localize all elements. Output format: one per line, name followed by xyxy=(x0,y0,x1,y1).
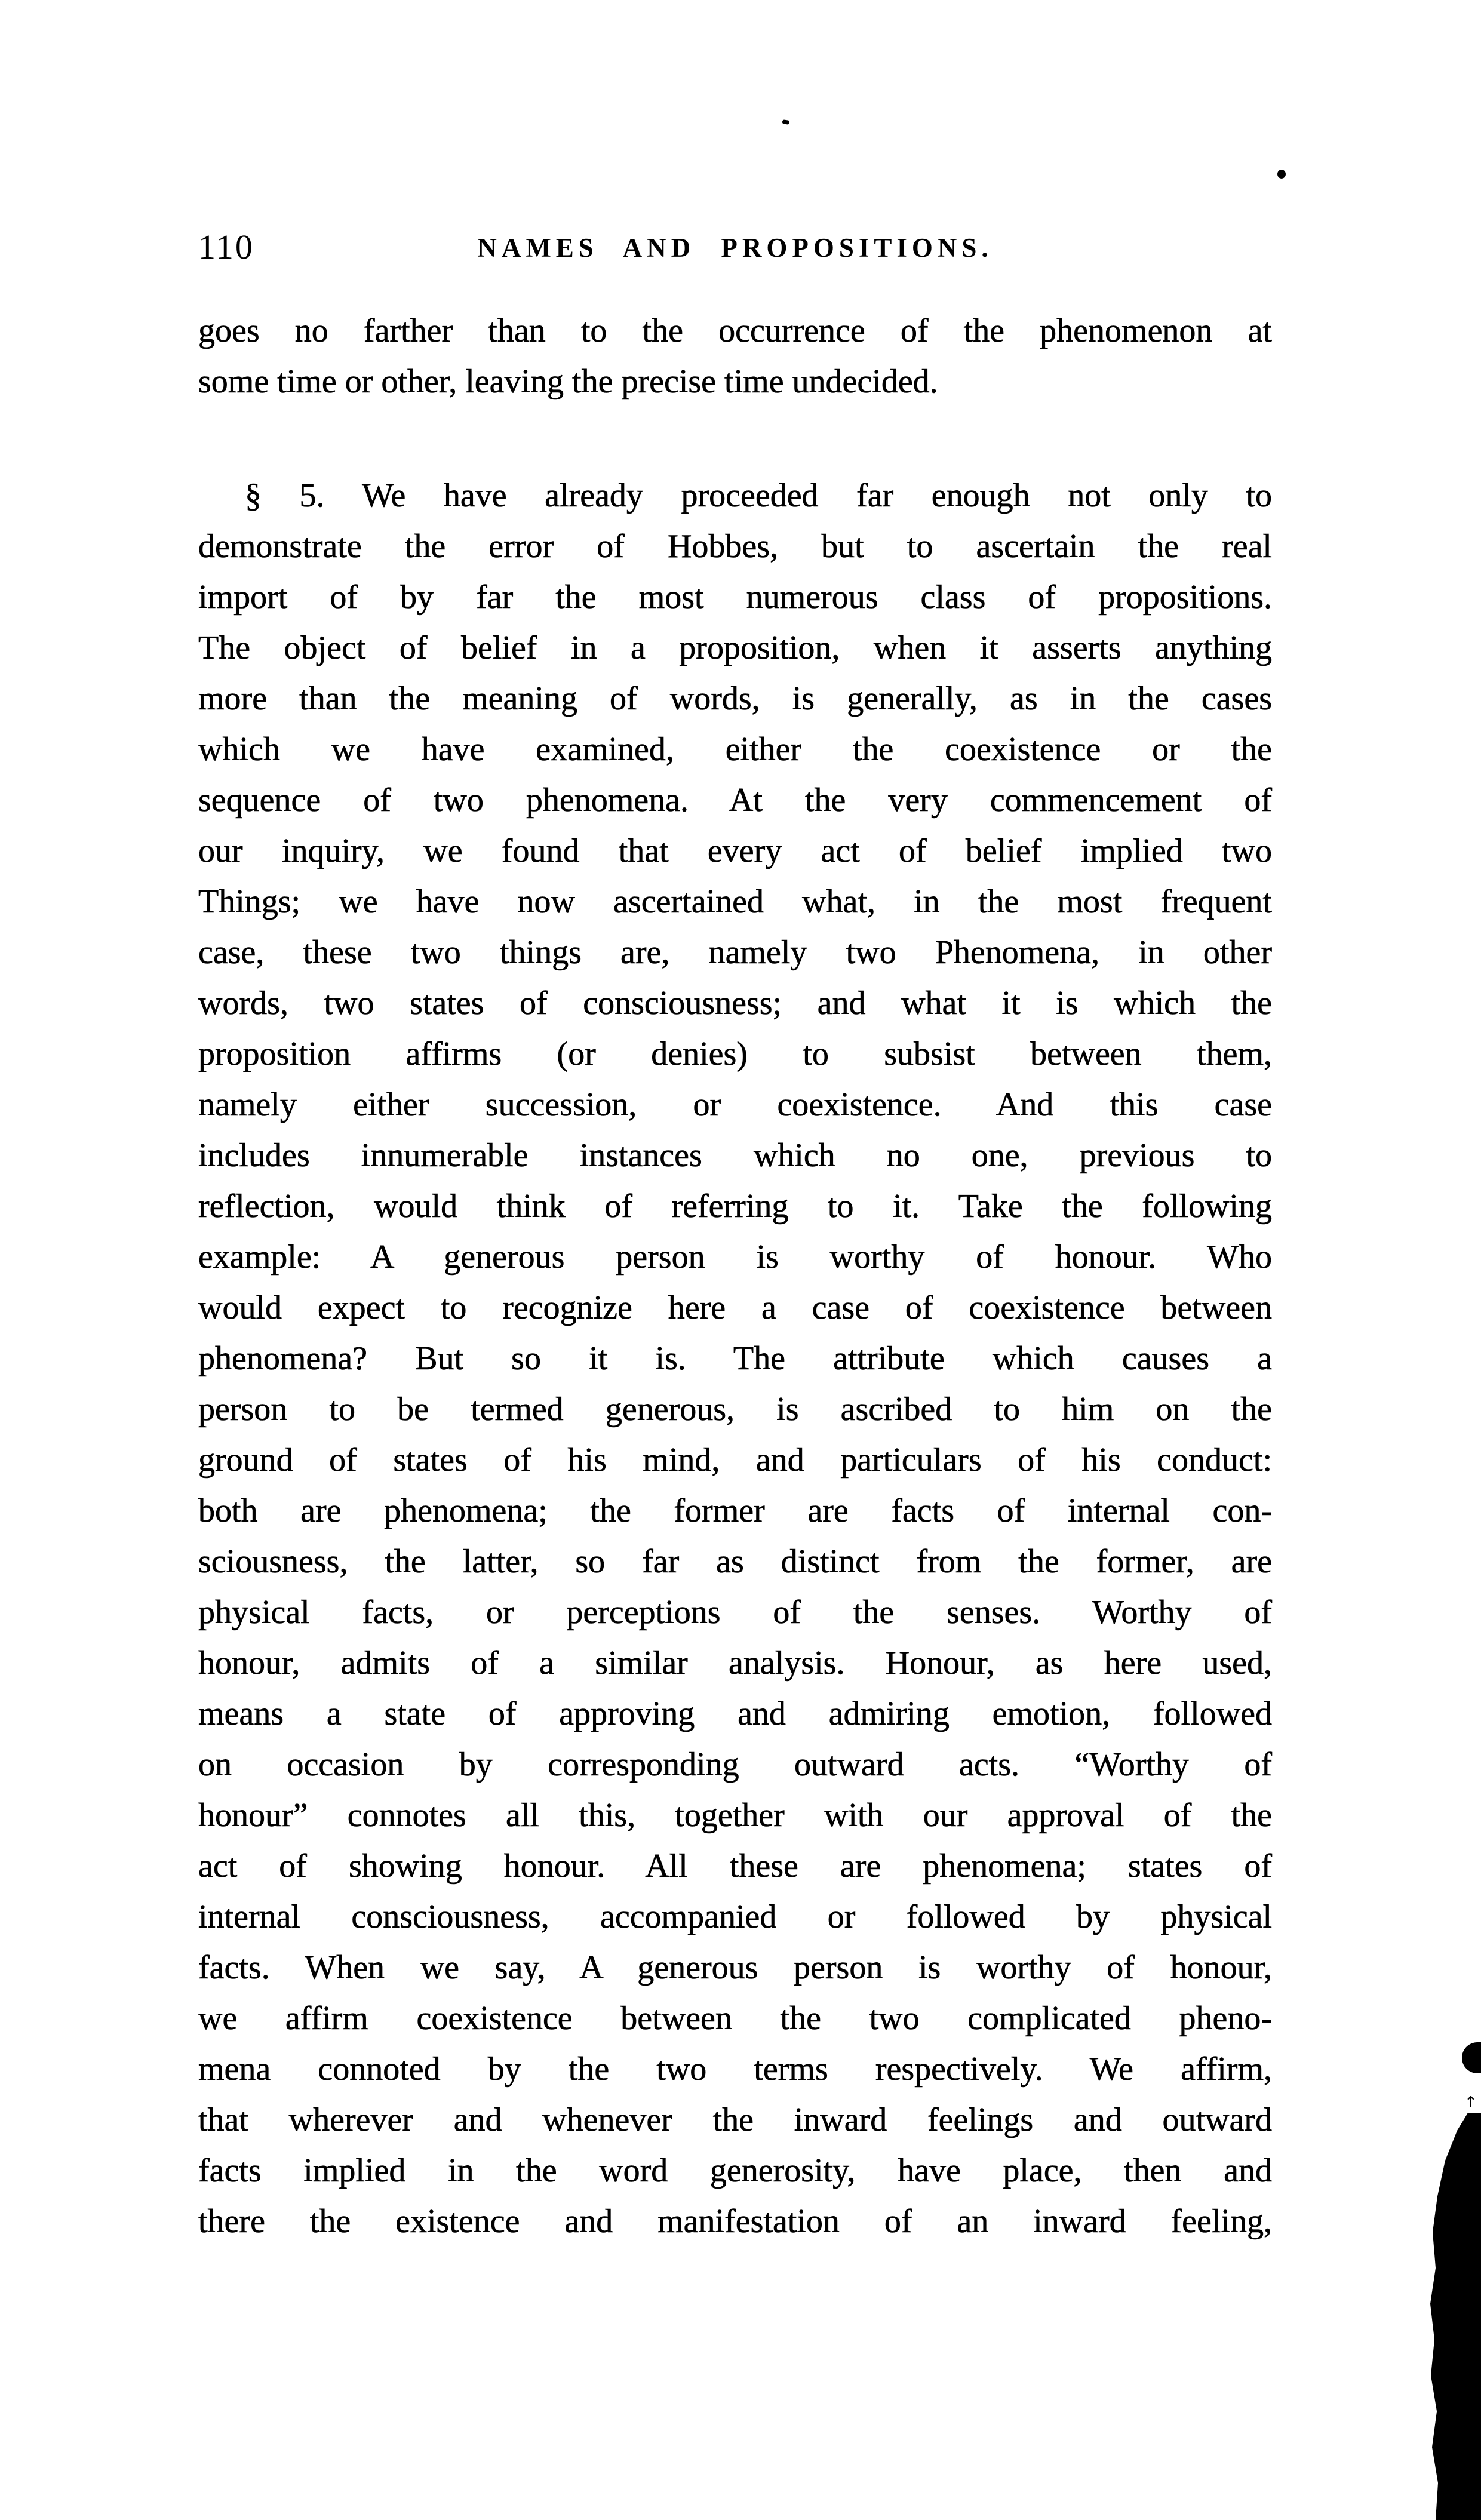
text-line: sequence of two phenomena. At the very commencement of xyxy=(198,782,1272,819)
paragraph-continuation xyxy=(198,306,1272,407)
text-line: both are phenomena; the former are facts of internal con- xyxy=(198,1492,1272,1529)
scan-speck-dash xyxy=(782,119,790,125)
text-line: on occasion by corresponding outward acts. “Worthy of xyxy=(198,1746,1272,1783)
text-line: physical facts, or perceptions of the senses. Worthy of xyxy=(198,1594,1272,1631)
scan-edge-blob-large xyxy=(1428,2113,1481,2520)
text-line: proposition affirms (or denies) to subsist between them, xyxy=(198,1035,1272,1072)
text-line: Things; we have now ascertained what, in the most frequent xyxy=(198,883,1272,920)
text-line: some time or other, leaving the precise time undecided. xyxy=(198,363,938,400)
text-line: ground of states of his mind, and particulars of his conduct: xyxy=(198,1442,1272,1479)
paragraph-section-5 xyxy=(198,471,1272,2247)
text-line: goes no farther than to the occurrence of the phenomenon at xyxy=(198,312,1272,349)
text-line: honour, admits of a similar analysis. Honour, as here used, xyxy=(198,1645,1272,1682)
text-line: person to be termed generous, is ascribed to him on the xyxy=(198,1391,1272,1428)
text-line: which we have examined, either the coexistence or the xyxy=(198,731,1272,768)
text-line: mena connoted by the two terms respectively. We affirm, xyxy=(198,2051,1272,2088)
running-title: NAMES AND PROPOSITIONS. xyxy=(477,233,993,263)
text-line: namely either succession, or coexistence. And this case xyxy=(198,1086,1272,1123)
text-line: more than the meaning of words, is generally, as in the cases xyxy=(198,680,1272,717)
text-line: case, these two things are, namely two Phenomena, in other xyxy=(198,934,1272,971)
text-line: demonstrate the error of Hobbes, but to ascertain the real xyxy=(198,528,1272,565)
text-line: sciousness, the latter, so far as distinct from the former, are xyxy=(198,1543,1272,1580)
text-line: The object of belief in a proposition, when it asserts anything xyxy=(198,629,1272,666)
text-line: reflection, would think of referring to it. Take the following xyxy=(198,1188,1272,1225)
text-line: would expect to recognize here a case of coexistence between xyxy=(198,1289,1272,1326)
text-line: § 5. We have already proceeded far enough not only to xyxy=(245,477,1272,514)
text-line: our inquiry, we found that every act of belief implied two xyxy=(198,832,1272,869)
text-line: honour” connotes all this, together with our approval of the xyxy=(198,1797,1272,1834)
text-line: phenomena? But so it is. The attribute which causes a xyxy=(198,1340,1272,1377)
page-header xyxy=(198,229,1272,272)
page-number: 110 xyxy=(198,228,254,266)
text-line: we affirm coexistence between the two complicated pheno- xyxy=(198,2000,1272,2037)
text-line: facts implied in the word generosity, have place, then and xyxy=(198,2152,1272,2189)
text-line: means a state of approving and admiring emotion, followed xyxy=(198,1695,1272,1732)
text-line: that wherever and whenever the inward feelings and outward xyxy=(198,2101,1272,2138)
text-line: there the existence and manifestation of an inward feeling, xyxy=(198,2203,1272,2240)
scan-edge-blob-small xyxy=(1462,2042,1481,2073)
text-line: import of by far the most numerous class of propositions. xyxy=(198,579,1272,616)
text-line: includes innumerable instances which no one, previous to xyxy=(198,1137,1272,1174)
scan-speck-arrow: ↑ xyxy=(1464,2094,1477,2112)
text-line: example: A generous person is worthy of honour. Who xyxy=(198,1239,1272,1276)
scan-speck-dot xyxy=(1277,170,1286,179)
text-line: internal consciousness, accompanied or followed by physical xyxy=(198,1898,1272,1935)
text-line: act of showing honour. All these are phenomena; states of xyxy=(198,1848,1272,1885)
text-line: facts. When we say, A generous person is worthy of honour, xyxy=(198,1949,1272,1986)
text-line: words, two states of consciousness; and what it is which the xyxy=(198,985,1272,1022)
